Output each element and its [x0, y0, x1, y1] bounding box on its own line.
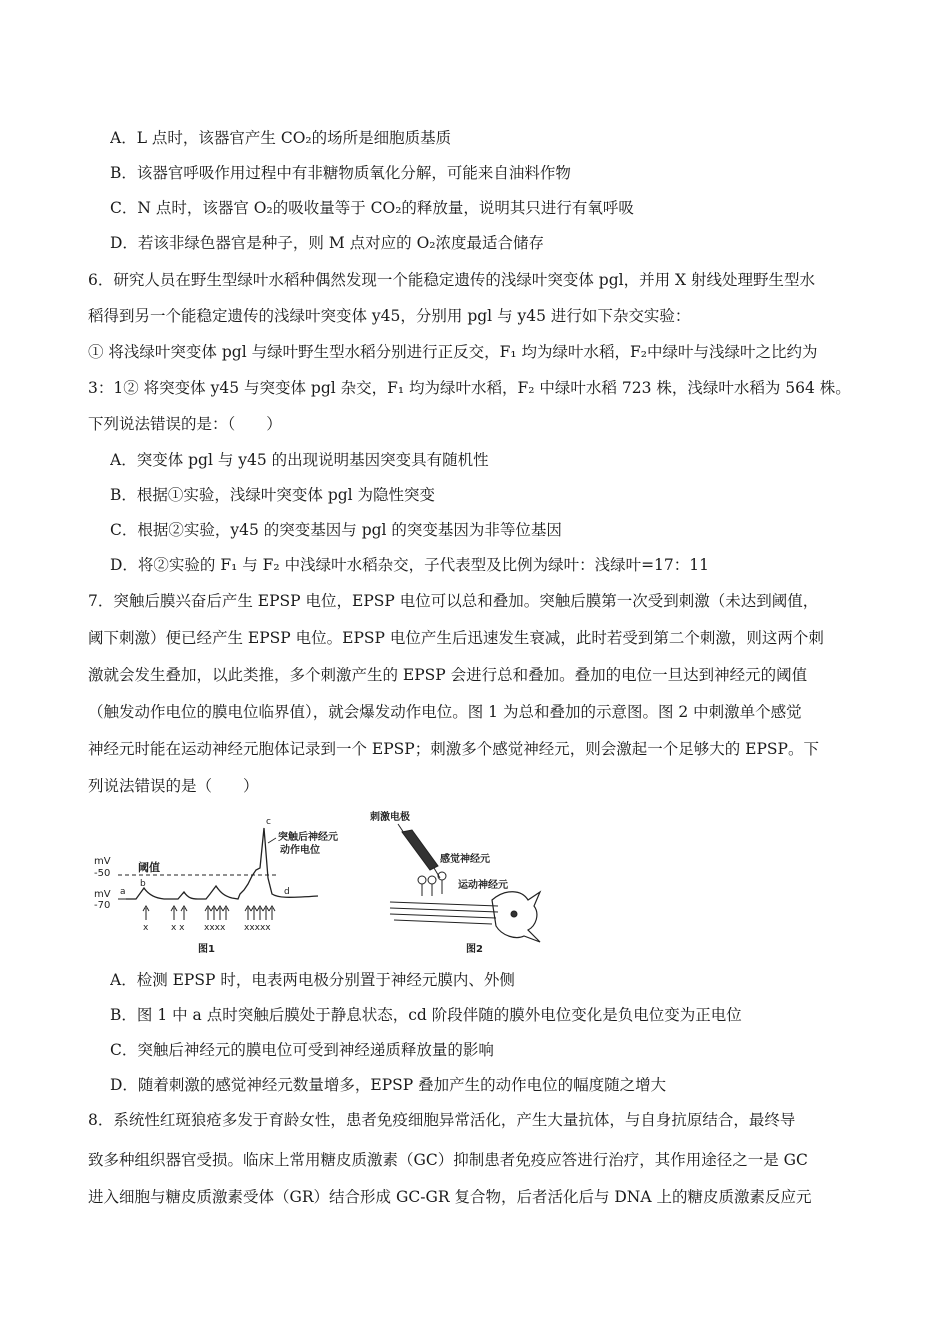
fig1-stim-label-4: xxxxx	[244, 923, 271, 933]
fig1-graph	[94, 817, 338, 955]
fig2-axon-bundle	[390, 902, 498, 924]
fig2-sensory-label: 感觉神经元	[440, 854, 490, 865]
q6-option-b: B．根据①实验，浅绿叶突变体 pgl 为隐性突变	[110, 486, 436, 504]
q6-stem-line4: 3：1② 将突变体 y45 与突变体 pgl 杂交，F₁ 均为绿叶水稻，F₂ 中绿叶水稻 723 株，浅绿叶水稻为 564 株。	[88, 379, 851, 397]
fig1-stim-label-1: x	[143, 923, 149, 933]
fig1-stimulus-arrows	[143, 906, 275, 920]
fig2-electrode	[398, 824, 440, 878]
fig1-tick-bottom: -70	[94, 900, 111, 911]
q6-option-a: A．突变体 pgl 与 y45 的出现说明基因突变具有随机性	[110, 451, 489, 469]
q7-stem-line1: 7．突触后膜兴奋后产生 EPSP 电位，EPSP 电位可以总和叠加。突触后膜第一次受到刺激（未达到阈值，	[88, 592, 819, 610]
q7-stem-line6: 列说法错误的是（ ）	[88, 777, 259, 795]
fig2-motor-label: 运动神经元	[458, 880, 508, 891]
q8-stem-line2: 致多种组织器官受损。临床上常用糖皮质激素（GC）抑制患者免疫应答进行治疗，其作用途径之一是 GC	[88, 1151, 808, 1169]
q7-figure-svg	[88, 808, 558, 958]
fig1-spike-label-2: 动作电位	[280, 845, 320, 856]
fig1-caption: 图1	[198, 944, 215, 955]
q7-stem-line4: （触发动作电位的膜电位临界值），就会爆发动作电位。图 1 为总和叠加的示意图。图 2 中刺激单个感觉	[88, 703, 802, 721]
q7-stem-line3: 激就会发生叠加，以此类推，多个刺激产生的 EPSP 会进行总和叠加。叠加的电位一旦达到神经元的阈值	[88, 666, 808, 684]
q6-stem-line3: ① 将浅绿叶突变体 pgl 与绿叶野生型水稻分别进行正反交，F₁ 均为绿叶水稻，F₂中绿叶与浅绿叶之比约为	[88, 343, 818, 361]
fig1-stim-label-3: xxxx	[204, 923, 226, 933]
fig1-stim-label-2: x x	[171, 923, 185, 933]
q7-option-b: B．图 1 中 a 点时突触后膜处于静息状态，cd 阶段伴随的膜外电位变化是负电位变为正电位	[110, 1006, 742, 1024]
q5-option-b: B．该器官呼吸作用过程中有非糖物质氧化分解，可能来自油料作物	[110, 164, 571, 182]
fig1-unit-bottom: mV	[94, 889, 111, 900]
q8-stem-line3: 进入细胞与糖皮质激素受体（GR）结合形成 GC-GR 复合物，后者活化后与 DNA 上的糖皮质激素反应元	[88, 1188, 812, 1206]
q7-figure	[88, 808, 558, 958]
fig2-nucleus	[511, 911, 517, 917]
q7-stem-line2: 阈下刺激）便已经产生 EPSP 电位。EPSP 电位产生后迅速发生衰减，此时若受到第二个刺激，则这两个刺	[88, 629, 824, 647]
q5-option-c: C．N 点时，该器官 O₂的吸收量等于 CO₂的释放量，说明其只进行有氧呼吸	[110, 199, 634, 217]
q7-stem-line5: 神经元时能在运动神经元胞体记录到一个 EPSP；刺激多个感觉神经元，则会激起一个足够大的 EPSP。下	[88, 740, 819, 758]
q6-stem-line2: 稻得到另一个能稳定遗传的浅绿叶突变体 y45，分别用 pgl 与 y45 进行如下杂交实验：	[88, 307, 691, 325]
q7-option-c: C．突触后神经元的膜电位可受到神经递质释放量的影响	[110, 1041, 494, 1059]
q8-stem-line1: 8．系统性红斑狼疮多发于育龄女性，患者免疫细胞异常活化，产生大量抗体，与自身抗原结合，最终导	[88, 1111, 796, 1129]
fig1-tick-top: -50	[94, 868, 111, 879]
fig1-spike-pointer	[268, 838, 276, 843]
q6-stem-line1: 6．研究人员在野生型绿叶水稻种偶然发现一个能稳定遗传的浅绿叶突变体 pgl，并用 X 射线处理野生型水	[88, 271, 815, 289]
q6-stem-line5: 下列说法错误的是：（ ）	[88, 415, 282, 433]
fig1-point-a: a	[120, 887, 126, 897]
fig1-spike-label-1: 突触后神经元	[278, 832, 338, 843]
q7-option-d: D．随着刺激的感觉神经元数量增多，EPSP 叠加产生的动作电位的幅度随之增大	[110, 1076, 667, 1094]
fig1-point-b: b	[140, 879, 146, 889]
fig2-electrode-label: 刺激电极	[370, 812, 410, 823]
q7-option-a: A．检测 EPSP 时，电表两电极分别置于神经元膜内、外侧	[110, 971, 515, 989]
fig1-threshold-label: 阈值	[138, 861, 160, 874]
fig2-sensory-neurons	[418, 872, 446, 896]
q5-option-d: D．若该非绿色器官是种子，则 M 点对应的 O₂浓度最适合储存	[110, 234, 545, 252]
fig2-diagram	[370, 810, 540, 955]
fig1-point-c: c	[266, 817, 271, 827]
q6-option-c: C．根据②实验，y45 的突变基因与 pgl 的突变基因为非等位基因	[110, 521, 562, 539]
q5-option-a: A．L 点时，该器官产生 CO₂的场所是细胞质基质	[110, 129, 452, 147]
q6-option-d: D．将②实验的 F₁ 与 F₂ 中浅绿叶水稻杂交，子代表型及比例为绿叶：浅绿叶=17：11	[110, 556, 710, 574]
fig1-point-d: d	[284, 887, 290, 897]
fig1-unit-top: mV	[94, 856, 111, 867]
fig2-caption: 图2	[466, 944, 483, 955]
